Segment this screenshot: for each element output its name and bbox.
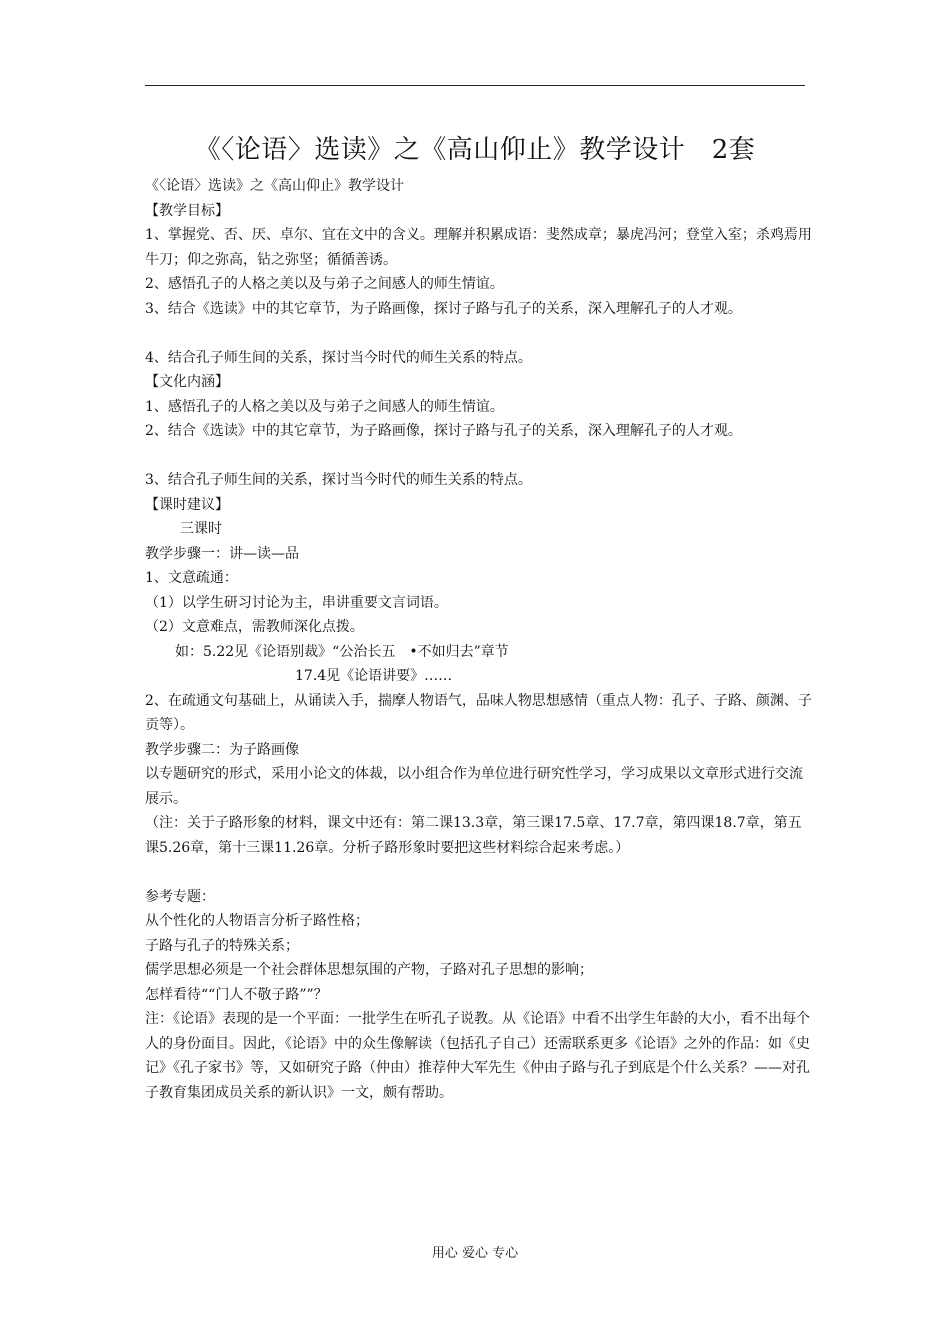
page-title: 《〈论语〉选读》之《高山仰止》教学设计 2套 <box>194 135 756 165</box>
step-1-heading: 教学步骤一：讲—读—品 <box>145 545 299 562</box>
step-1-item-1: 1、文意疏通： <box>145 570 238 586</box>
step-1-sub-2: （2）文意难点，需教师深化点拨。 <box>145 619 364 635</box>
step-2-heading: 教学步骤二：为子路画像 <box>145 741 299 758</box>
objective-1: 1、掌握党、否、厌、卓尔、宜在文中的含义。理解并积累成语：斐然成章；暴虎冯河；登堂入室；杀鸡焉用牛刀；仰之弥高，钻之弥坚；循循善诱。 <box>145 227 812 268</box>
objective-4: 4、结合孔子师生间的关系，探讨当今时代的师生关系的特点。 <box>145 349 532 366</box>
topic-2: 子路与孔子的特殊关系； <box>145 937 299 954</box>
closing-note: 注：《论语》表现的是一个平面：一批学生在听孔子说教。从《论语》中看不出学生年龄的大小，看不出每个人的身份面目。因此，《论语》中的众生像解读（包括孔子自己）还需联系更多《论语》之外的作品：如《史记》《孔子家书》等，又如研究子路（仲由）推荐仲大军先生《仲由子路与孔子到底是个什么关系？——对孔子教育集团成员关系的新认识》一文，颇有帮助。 <box>145 1011 810 1101</box>
topic-4: 怎样看待““门人不敬子路””？ <box>145 986 328 1003</box>
step-2-desc: 以专题研究的形式，采用小论文的体裁，以小组合作为单位进行研究性学习，学习成果以文章形式进行交流展示。 <box>145 766 803 807</box>
objective-3: 3、结合《选读》中的其它章节，为子路画像，探讨子路与孔子的关系，深入理解孔子的人才观。 <box>145 300 742 317</box>
page-footer: 用心 爱心 专心 <box>431 1246 519 1261</box>
topic-1: 从个性化的人物语言分析子路性格； <box>145 913 369 929</box>
step-1-item-2: 2、在疏通文句基础上，从诵读入手，揣摩人物语气，品味人物思想感情（重点人物：孔子、子路、颜渊、子贡等）。 <box>145 692 812 733</box>
culture-2: 2、结合《选读》中的其它章节，为子路画像，探讨子路与孔子的关系，深入理解孔子的人才观。 <box>145 423 742 439</box>
topic-3: 儒学思想必须是一个社会群体思想氛围的产物，子路对孔子思想的影响； <box>145 962 593 978</box>
culture-3: 3、结合孔子师生间的关系，探讨当今时代的师生关系的特点。 <box>145 472 532 488</box>
document-body <box>145 174 815 1105</box>
example-line-2: 17.4见《论语讲要》…… <box>295 668 453 684</box>
subtitle-line: 《〈论语〉选读》之《高山仰止》教学设计 <box>145 178 404 194</box>
hours-value: 三课时 <box>180 521 222 537</box>
culture-1: 1、感悟孔子的人格之美以及与弟子之间感人的师生情谊。 <box>145 398 504 415</box>
step-2-note: （注：关于子路形象的材料，课文中还有：第二课13.3章，第三课17.5章、17.7章，第四课18.7章，第五课5.26章，第十三课11.26章。分析子路形象时要把这些材料综合起来考虑。） <box>145 815 802 856</box>
section-heading-objectives: 【教学目标】 <box>145 202 229 219</box>
header-rule <box>145 85 805 86</box>
example-line-1: 如：5.22见《论语别裁》“公治长五 •不如归去”章节 <box>175 643 509 660</box>
topics-heading: 参考专题： <box>145 888 215 905</box>
objective-2: 2、感悟孔子的人格之美以及与弟子之间感人的师生情谊。 <box>145 276 504 292</box>
blank-line <box>145 444 815 469</box>
section-heading-culture: 【文化内涵】 <box>145 374 229 390</box>
blank-line <box>145 860 815 885</box>
section-heading-hours: 【课时建议】 <box>145 496 229 513</box>
blank-line <box>145 321 815 346</box>
step-1-sub-1: （1）以学生研习讨论为主，串讲重要文言词语。 <box>145 594 448 611</box>
